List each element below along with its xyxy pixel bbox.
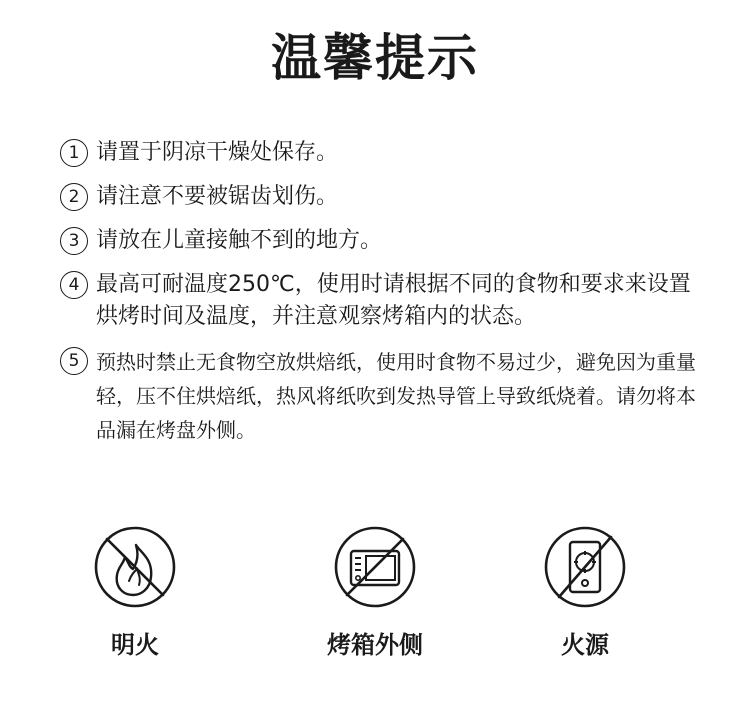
warning-label-open-flame: 明火 [111,631,159,659]
no-oven-outside-icon [333,525,417,609]
tip-number: 4 [60,271,88,299]
tip-text: 请置于阴凉干燥处保存。 [96,140,339,165]
tip-item [60,137,700,169]
no-fire-source-icon [543,525,627,609]
tips-list [60,137,700,459]
tip-number: 2 [60,183,88,211]
warning-icons [0,525,750,705]
warning-label-oven-outside: 烤箱外侧 [327,631,423,659]
tip-item [60,269,700,333]
no-open-flame-icon [93,525,177,609]
warning-label-fire-source: 火源 [561,631,609,659]
tip-item [60,225,700,257]
tip-item [60,181,700,213]
tip-number: 5 [60,347,88,375]
page-title: 温馨提示 [271,29,479,87]
tip-text: 最高可耐温度250℃，使用时请根据不同的食物和要求来设置烘烤时间及温度，并注意观察烤箱内的状态。 [96,272,691,329]
tip-number: 1 [60,139,88,167]
tip-number: 3 [60,227,88,255]
tip-text: 请放在儿童接触不到的地方。 [96,228,383,253]
warning-item-oven-outside [295,525,455,661]
tip-text: 请注意不要被锯齿划伤。 [96,184,339,209]
tip-item [60,345,700,447]
warning-item-open-flame [55,525,215,661]
tip-text: 预热时禁止无食物空放烘焙纸，使用时食物不易过少，避免因为重量轻，压不住烘焙纸，热风将纸吹到发热导管上导致纸烧着。请勿将本品漏在烤盘外侧。 [96,350,696,442]
warning-item-fire-source [505,525,665,661]
